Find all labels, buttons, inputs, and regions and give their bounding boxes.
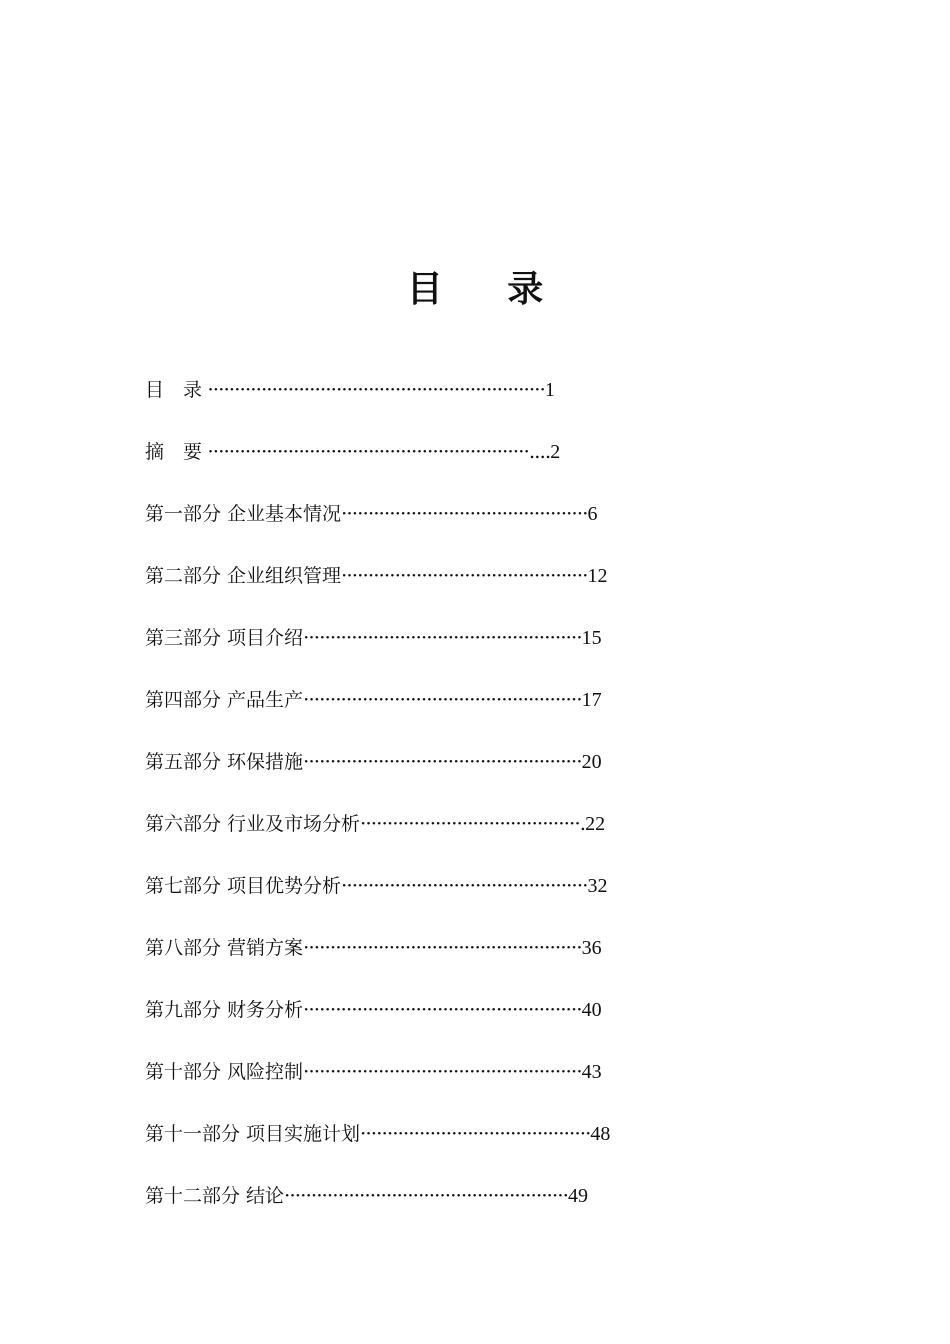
toc-entry[interactable]: [145, 681, 785, 743]
toc-entry-label: 第九部分 财务分析: [145, 999, 304, 1021]
toc-entry-page: 1: [544, 379, 555, 401]
toc-entry[interactable]: [145, 929, 785, 991]
toc-entry-label: 第五部分 环保措施: [145, 751, 304, 773]
toc-entry-label: 第一部分 企业基本情况: [145, 503, 342, 525]
toc-entry-leader: ····················································: [303, 1059, 582, 1083]
toc-entry[interactable]: [145, 495, 785, 557]
toc-entry-leader: ····························································....: [202, 439, 551, 463]
toc-entry-leader: ··············································: [341, 873, 588, 897]
toc-entry-label: 第四部分 产品生产: [145, 689, 304, 711]
toc-entry-leader: ·····················································: [284, 1183, 568, 1207]
toc-entry-label: 第十二部分 结论: [145, 1185, 285, 1207]
toc-entry-leader: ····················································: [303, 625, 582, 649]
toc-entry[interactable]: [145, 619, 785, 681]
toc-entry-page: 40: [581, 999, 602, 1021]
toc-entry[interactable]: [145, 805, 785, 867]
toc-entry-label: 第二部分 企业组织管理: [145, 565, 342, 587]
toc-entry-leader: ····················································: [303, 935, 582, 959]
toc-entry-page: 15: [581, 627, 602, 649]
toc-entry[interactable]: [145, 867, 785, 929]
toc-entry-page: 36: [581, 937, 602, 959]
toc-entry-label: 摘 要: [145, 441, 203, 463]
toc-entry-leader: ·········································.: [360, 811, 586, 835]
toc-entry-label: 第六部分 行业及市场分析: [145, 813, 361, 835]
toc-entry-label: 第八部分 营销方案: [145, 937, 304, 959]
toc-entry-page: 12: [587, 565, 608, 587]
toc-title: 目 录: [406, 269, 570, 310]
toc-entry-leader: ·······························································: [202, 377, 545, 401]
toc-entry-label: 第十部分 风险控制: [145, 1061, 304, 1083]
toc-entry[interactable]: [145, 991, 785, 1053]
toc-entry-page: 32: [587, 875, 608, 897]
toc-entry-label: 第三部分 项目介绍: [145, 627, 304, 649]
toc-entry-leader: ····················································: [303, 687, 582, 711]
toc-entry-page: 22: [585, 813, 606, 835]
toc-entry-page: 17: [581, 689, 602, 711]
toc-entry[interactable]: [145, 1053, 785, 1115]
toc-entry[interactable]: [145, 371, 785, 433]
toc-entry-leader: ····················································: [303, 997, 582, 1021]
toc-entry-label: 目 录: [145, 379, 203, 401]
toc-list: [145, 371, 785, 1239]
toc-entry[interactable]: [145, 557, 785, 619]
toc-entry-leader: ··············································: [341, 501, 588, 525]
toc-entry[interactable]: [145, 1115, 785, 1177]
toc-entry-leader: ··············································: [341, 563, 588, 587]
toc-entry-leader: ···········································: [360, 1121, 591, 1145]
toc-entry-page: 20: [581, 751, 602, 773]
toc-entry-page: 43: [581, 1061, 602, 1083]
toc-entry-label: 第七部分 项目优势分析: [145, 875, 342, 897]
toc-entry-page: 48: [590, 1123, 611, 1145]
toc-entry-page: 2: [550, 441, 561, 463]
toc-entry-page: 6: [587, 503, 598, 525]
toc-entry-page: 49: [568, 1185, 588, 1207]
toc-entry-leader: ····················································: [303, 749, 582, 773]
toc-entry[interactable]: [145, 743, 785, 805]
toc-entry-label: 第十一部分 项目实施计划: [145, 1123, 361, 1145]
toc-entry[interactable]: [145, 1177, 785, 1239]
toc-entry[interactable]: [145, 433, 785, 495]
